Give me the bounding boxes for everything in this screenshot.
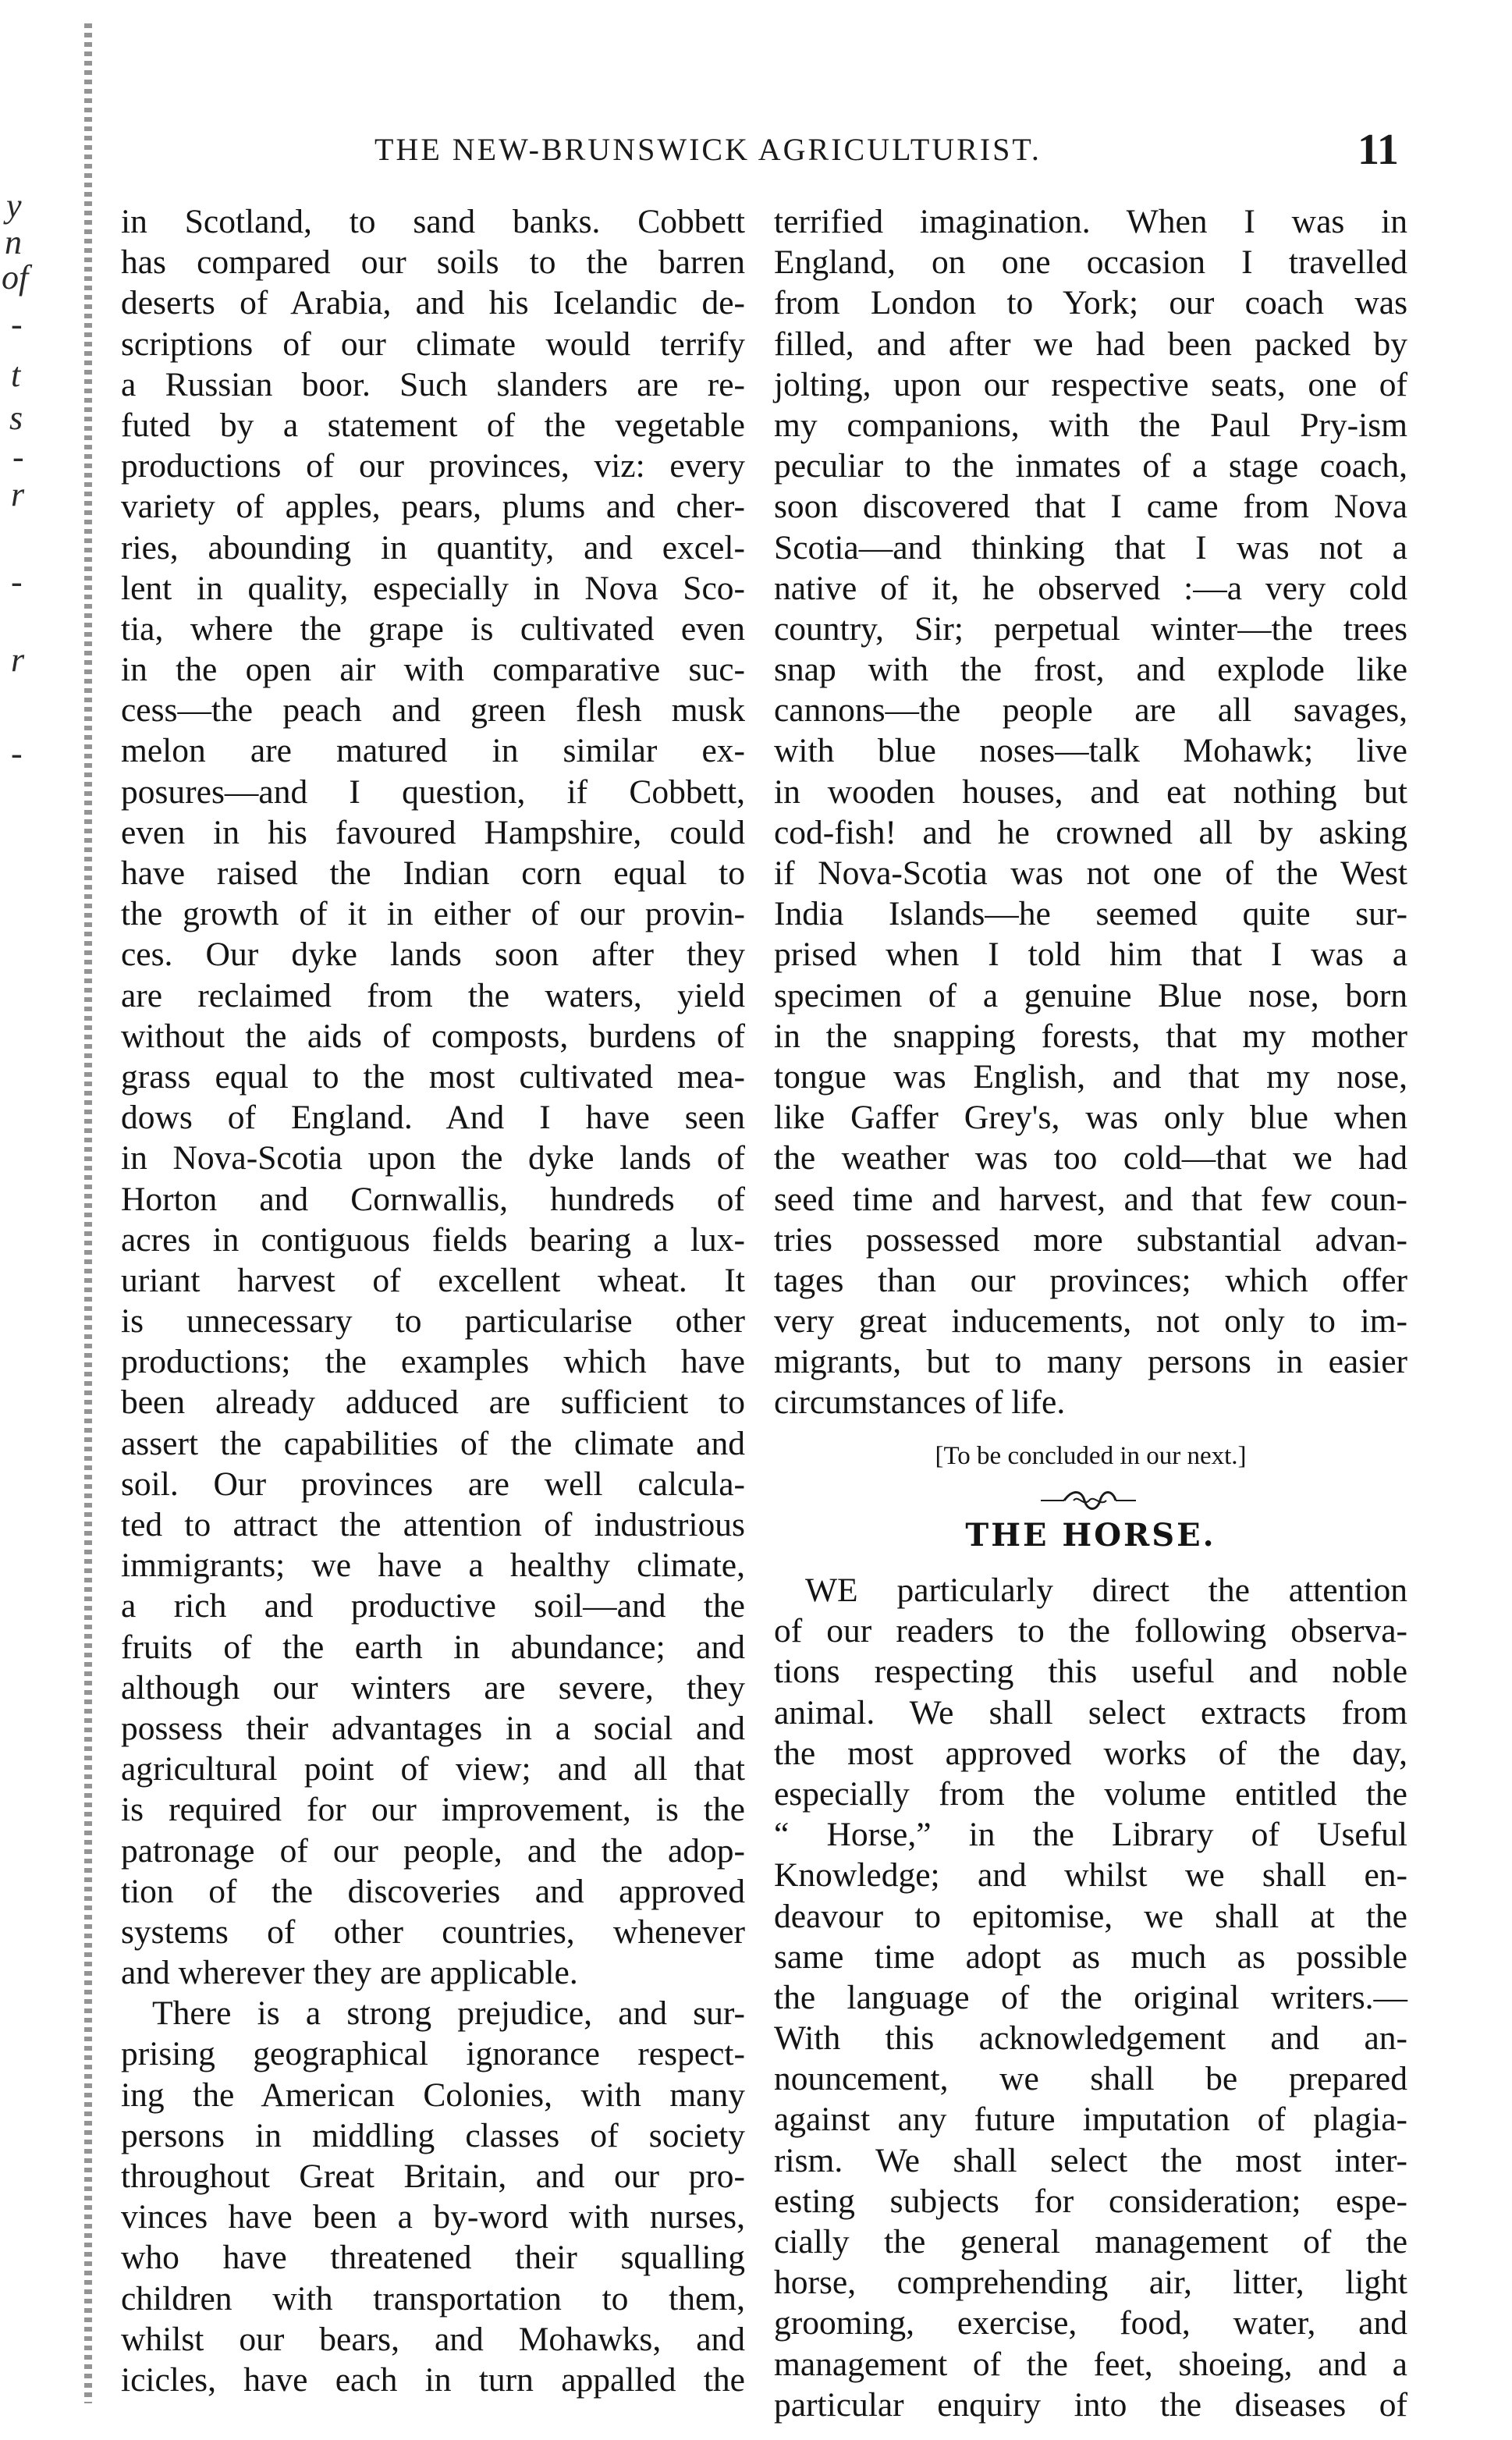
gutter-fragment: r bbox=[11, 641, 25, 679]
text-line: the growth of it in either of our provin- bbox=[121, 895, 745, 933]
text-line: seed time and harvest, and that few coun- bbox=[774, 1180, 1407, 1218]
text-line: lent in quality, especially in Nova Sco- bbox=[121, 569, 745, 607]
text-line: vinces have been a by-word with nurses, bbox=[121, 2198, 745, 2236]
text-line: in the open air with comparative suc- bbox=[121, 651, 745, 689]
text-line: With this acknowledgement and an- bbox=[774, 2019, 1407, 2058]
text-line: tongue was English, and that my nose, bbox=[774, 1057, 1407, 1096]
text-line: a Russian boor. Such slanders are re- bbox=[121, 365, 745, 403]
text-line: futed by a statement of the vegetable bbox=[121, 406, 745, 444]
text-line: deserts of Arabia, and his Icelandic de- bbox=[121, 284, 745, 322]
text-line: deavour to epitomise, we shall at the bbox=[774, 1897, 1407, 1935]
text-line: Horton and Cornwallis, hundreds of bbox=[121, 1180, 745, 1218]
text-line: immigrants; we have a healthy climate, bbox=[121, 1547, 745, 1585]
binding-shadow bbox=[84, 23, 92, 2403]
gutter-fragment: s bbox=[9, 399, 23, 437]
text-line: been already adduced are sufficient to bbox=[121, 1383, 745, 1422]
text-line: possess their advantages in a social and bbox=[121, 1709, 745, 1747]
right-column bbox=[774, 201, 1407, 1423]
text-line: esting subjects for consideration; espe- bbox=[774, 2182, 1407, 2220]
text-line: a rich and productive soil—and the bbox=[121, 1587, 745, 1625]
gutter-fragment: r bbox=[11, 475, 25, 513]
text-line: in the snapping forests, that my mother bbox=[774, 1017, 1407, 1055]
text-line: terrified imagination. When I was in bbox=[774, 203, 1407, 240]
text-line: cannons—the people are all savages, bbox=[774, 691, 1407, 730]
text-line: even in his favoured Hampshire, could bbox=[121, 813, 745, 851]
text-line: is unnecessary to particularise other bbox=[121, 1302, 745, 1341]
text-line: who have threatened their squalling bbox=[121, 2239, 745, 2277]
gutter-fragment: n bbox=[5, 223, 22, 261]
text-line: have raised the Indian corn equal to bbox=[121, 854, 745, 892]
text-line: peculiar to the inmates of a stage coach, bbox=[774, 447, 1407, 485]
page-number: 11 bbox=[1358, 126, 1399, 174]
text-line: Knowledge; and whilst we shall en- bbox=[774, 1856, 1407, 1895]
paragraph bbox=[121, 201, 745, 1993]
text-line: acres in contiguous fields bearing a lux- bbox=[121, 1220, 745, 1259]
text-line: from London to York; our coach was bbox=[774, 284, 1407, 322]
text-line: without the aids of composts, burdens of bbox=[121, 1017, 745, 1055]
text-line: productions; the examples which have bbox=[121, 1343, 745, 1381]
gutter-fragment: - bbox=[11, 305, 23, 343]
gutter-fragment: of bbox=[2, 258, 29, 297]
text-line: filled, and after we had been packed by bbox=[774, 325, 1407, 363]
text-line: my companions, with the Paul Pry-ism bbox=[774, 406, 1407, 444]
text-line: with blue noses—talk Mohawk; live bbox=[774, 732, 1407, 770]
text-line: has compared our soils to the barren bbox=[121, 243, 745, 282]
text-line: the most approved works of the day, bbox=[774, 1734, 1407, 1772]
text-line: grooming, exercise, food, water, and bbox=[774, 2304, 1407, 2342]
text-line: scriptions of our climate would terrify bbox=[121, 325, 745, 363]
text-line: the weather was too cold—that we had bbox=[774, 1139, 1407, 1177]
text-line: variety of apples, pears, plums and cher- bbox=[121, 488, 745, 526]
paragraph bbox=[774, 1570, 1407, 2425]
text-line: prising geographical ignorance respect- bbox=[121, 2035, 745, 2073]
text-line: snap with the frost, and explode like bbox=[774, 651, 1407, 689]
text-line: uriant harvest of excellent wheat. It bbox=[121, 1261, 745, 1299]
gutter-fragment: - bbox=[11, 734, 23, 772]
text-line: very great inducements, not only to im- bbox=[774, 1302, 1407, 1341]
horse-section bbox=[774, 1570, 1407, 2425]
left-column bbox=[121, 201, 745, 2400]
text-line: particular enquiry into the diseases of bbox=[774, 2385, 1407, 2424]
paragraph bbox=[121, 1993, 745, 2400]
text-line: melon are matured in similar ex- bbox=[121, 732, 745, 770]
text-line: are reclaimed from the waters, yield bbox=[121, 976, 745, 1014]
text-line: if Nova-Scotia was not one of the West bbox=[774, 854, 1407, 892]
text-line: assert the capabilities of the climate and bbox=[121, 1424, 745, 1462]
text-line: There is a strong prejudice, and sur- bbox=[152, 1994, 745, 2033]
text-line: against any future imputation of plagia- bbox=[774, 2101, 1407, 2139]
text-line: soon discovered that I came from Nova bbox=[774, 488, 1407, 526]
gutter-fragment: - bbox=[12, 438, 24, 476]
text-line: WE particularly direct the attention bbox=[805, 1572, 1407, 1609]
text-line: throughout Great Britain, and our pro- bbox=[121, 2158, 745, 2195]
gutter-fragment: y bbox=[6, 186, 22, 225]
gutter-fragment: - bbox=[11, 563, 23, 601]
text-line: grass equal to the most cultivated mea- bbox=[121, 1057, 745, 1096]
text-line: soil. Our provinces are well calcula- bbox=[121, 1465, 745, 1503]
text-line: tries possessed more substantial advan- bbox=[774, 1220, 1407, 1259]
paragraph bbox=[774, 201, 1407, 1423]
text-line: icicles, have each in turn appalled the bbox=[121, 2360, 745, 2399]
text-line: ces. Our dyke lands soon after they bbox=[121, 936, 745, 974]
binding-gutter bbox=[0, 0, 109, 2440]
text-line: prised when I told him that I was a bbox=[774, 936, 1407, 974]
text-line: fruits of the earth in abundance; and bbox=[121, 1628, 745, 1666]
text-line: patronage of our people, and the adop- bbox=[121, 1831, 745, 1870]
gutter-fragment: t bbox=[11, 356, 21, 394]
text-line: specimen of a genuine Blue nose, born bbox=[774, 976, 1407, 1014]
text-line: tion of the discoveries and approved bbox=[121, 1872, 745, 1910]
text-line: ries, abounding in quantity, and excel- bbox=[121, 528, 745, 566]
text-line: dows of England. And I have seen bbox=[121, 1099, 745, 1137]
text-line: productions of our provinces, viz: every bbox=[121, 447, 745, 485]
running-head: THE NEW-BRUNSWICK AGRICULTURIST. bbox=[374, 132, 1042, 167]
text-line: although our winters are severe, they bbox=[121, 1668, 745, 1707]
text-line: in Scotland, to sand banks. Cobbett bbox=[121, 203, 745, 240]
text-line: Scotia—and thinking that I was not a bbox=[774, 528, 1407, 566]
text-line: rism. We shall select the most inter- bbox=[774, 2141, 1407, 2179]
text-line: cod-fish! and he crowned all by asking bbox=[774, 813, 1407, 851]
text-line: persons in middling classes of society bbox=[121, 2116, 745, 2154]
text-line: tions respecting this useful and noble bbox=[774, 1653, 1407, 1691]
text-line: nouncement, we shall be prepared bbox=[774, 2060, 1407, 2098]
text-line: systems of other countries, whenever bbox=[121, 1913, 745, 1951]
text-line: jolting, upon our respective seats, one of bbox=[774, 365, 1407, 403]
text-line: especially from the volume entitled the bbox=[774, 1774, 1407, 1813]
text-line: the language of the original writers.— bbox=[774, 1978, 1407, 2016]
text-line: and wherever they are applicable. bbox=[121, 1954, 578, 1992]
text-line: native of it, he observed :—a very cold bbox=[774, 569, 1407, 607]
text-line: like Gaffer Grey's, was only blue when bbox=[774, 1099, 1407, 1137]
text-line: cess—the peach and green flesh musk bbox=[121, 691, 745, 730]
section-title: THE HORSE. bbox=[965, 1517, 1216, 1554]
text-line: same time adopt as much as possible bbox=[774, 1937, 1407, 1976]
text-line: agricultural point of view; and all that bbox=[121, 1750, 745, 1788]
text-line: animal. We shall select extracts from bbox=[774, 1693, 1407, 1731]
text-line: India Islands—he seemed quite sur- bbox=[774, 895, 1407, 933]
text-line: tia, where the grape is cultivated even bbox=[121, 609, 745, 648]
text-line: England, on one occasion I travelled bbox=[774, 243, 1407, 282]
text-line: children with transportation to them, bbox=[121, 2279, 745, 2317]
text-line: horse, comprehending air, litter, light bbox=[774, 2264, 1407, 2302]
text-line: posures—and I question, if Cobbett, bbox=[121, 772, 745, 811]
text-line: whilst our bears, and Mohawks, and bbox=[121, 2320, 745, 2358]
text-line: “ Horse,” in the Library of Useful bbox=[774, 1816, 1407, 1854]
text-line: circumstances of life. bbox=[774, 1383, 1066, 1422]
text-line: in Nova-Scotia upon the dyke lands of bbox=[121, 1139, 745, 1177]
text-line: is required for our improvement, is the bbox=[121, 1791, 745, 1829]
text-line: of our readers to the following observa- bbox=[774, 1612, 1407, 1650]
text-line: in wooden houses, and eat nothing but bbox=[774, 772, 1407, 811]
text-line: country, Sir; perpetual winter—the trees bbox=[774, 609, 1407, 648]
text-line: management of the feet, shoeing, and a bbox=[774, 2345, 1407, 2383]
continuation-note: [To be concluded in our next.] bbox=[935, 1442, 1247, 1470]
text-line: migrants, but to many persons in easier bbox=[774, 1343, 1407, 1381]
ornament-flourish bbox=[1038, 1486, 1139, 1515]
text-line: ted to attract the attention of industrious bbox=[121, 1506, 745, 1543]
text-line: ing the American Colonies, with many bbox=[121, 2076, 745, 2114]
text-line: tages than our provinces; which offer bbox=[774, 1261, 1407, 1299]
text-line: cially the general management of the bbox=[774, 2223, 1407, 2261]
